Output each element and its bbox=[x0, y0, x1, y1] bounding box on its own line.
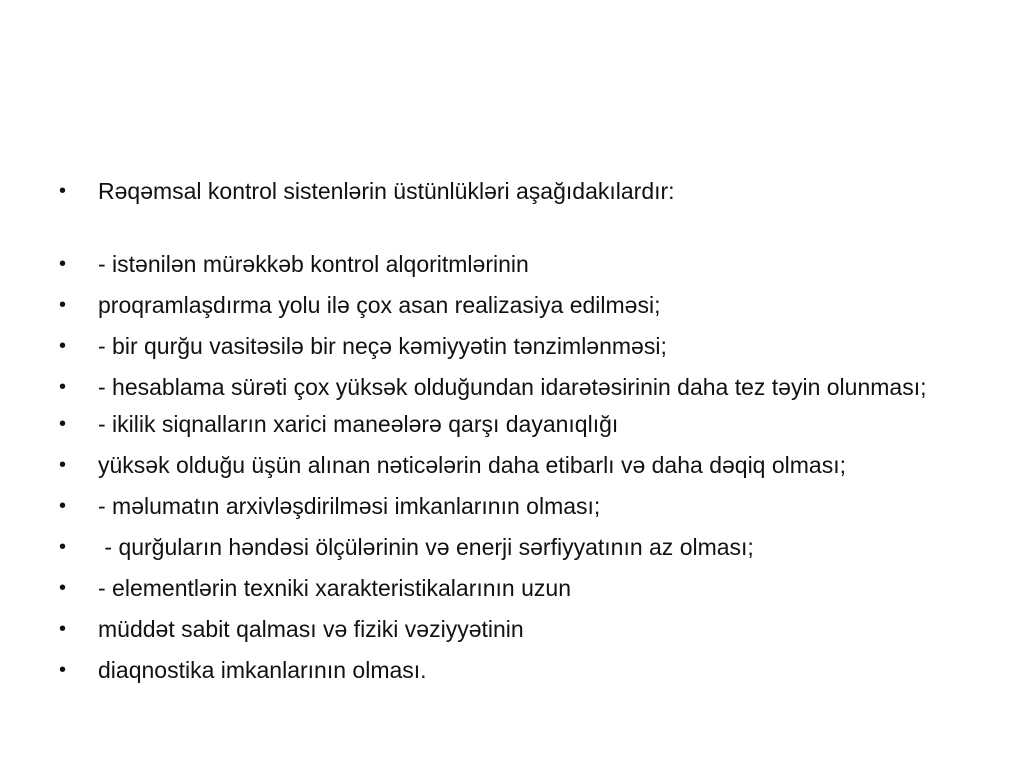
bullet-item bbox=[57, 292, 977, 319]
bullet-icon: • bbox=[59, 376, 67, 398]
bullet-icon: • bbox=[59, 659, 67, 681]
bullet-icon: • bbox=[59, 413, 67, 435]
bullet-item bbox=[57, 452, 977, 479]
bullet-icon: • bbox=[59, 577, 67, 599]
bullet-text: - elementlərin texniki xarakteristikalarının uzun bbox=[98, 575, 571, 601]
bullet-item bbox=[57, 374, 977, 401]
bullet-text: Rəqəmsal kontrol sistenlərin üstünlükləri aşağıdakılardır: bbox=[98, 178, 675, 204]
bullet-text: müddət sabit qalması və fiziki vəziyyətinin bbox=[98, 616, 524, 642]
bullet-text: diaqnostika imkanlarının olması. bbox=[98, 657, 427, 683]
bullet-text: - ikilik siqnalların xarici maneələrə qarşı dayanıqlığı bbox=[98, 411, 619, 437]
bullet-text: yüksək olduğu üşün alınan nəticələrin daha etibarlı və daha dəqiq olması; bbox=[98, 452, 846, 478]
bullet-item bbox=[57, 657, 977, 684]
bullet-item bbox=[57, 493, 977, 520]
bullet-icon: • bbox=[59, 335, 67, 357]
bullet-icon: • bbox=[59, 294, 67, 316]
bullet-item bbox=[57, 616, 977, 643]
bullet-item bbox=[57, 251, 977, 278]
bullet-item bbox=[57, 534, 977, 561]
bullet-item bbox=[57, 575, 977, 602]
bullet-item bbox=[57, 411, 977, 438]
bullet-text: - istənilən mürəkkəb kontrol alqoritmlərinin bbox=[98, 251, 529, 277]
bullet-list bbox=[57, 178, 977, 698]
bullet-text: - qurğuların həndəsi ölçülərinin və enerji sərfiyyatının az olması; bbox=[98, 534, 754, 560]
bullet-item bbox=[57, 333, 977, 360]
bullet-icon: • bbox=[59, 180, 67, 202]
bullet-text: - hesablama sürəti çox yüksək olduğundan idarətəsirinin daha tez təyin olunması; bbox=[98, 374, 927, 400]
bullet-icon: • bbox=[59, 454, 67, 476]
bullet-icon: • bbox=[59, 618, 67, 640]
bullet-icon: • bbox=[59, 495, 67, 517]
bullet-text: - bir qurğu vasitəsilə bir neçə kəmiyyətin tənzimlənməsi; bbox=[98, 333, 667, 359]
bullet-text: - məlumatın arxivləşdirilməsi imkanlarının olması; bbox=[98, 493, 601, 519]
bullet-item bbox=[57, 178, 977, 205]
bullet-icon: • bbox=[59, 253, 67, 275]
bullet-text: proqramlaşdırma yolu ilə çox asan realizasiya edilməsi; bbox=[98, 292, 661, 318]
bullet-icon: • bbox=[59, 536, 67, 558]
